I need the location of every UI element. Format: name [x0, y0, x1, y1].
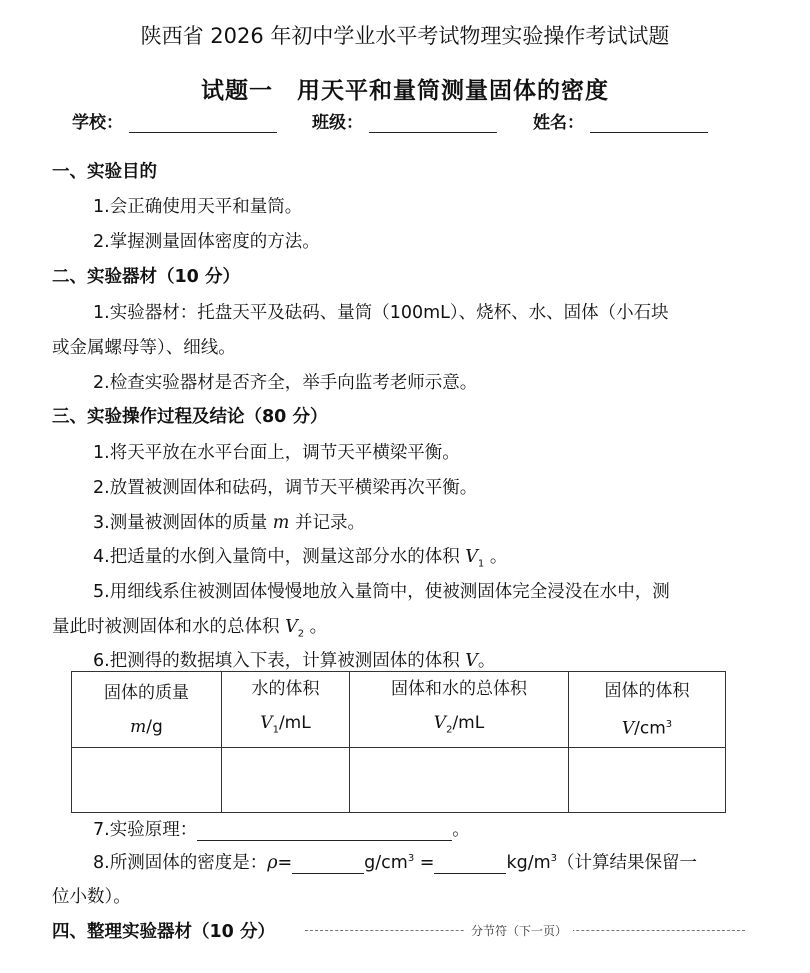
principle-blank[interactable] — [197, 824, 452, 841]
density-blank-gcm3[interactable] — [292, 857, 364, 874]
table-cell-water-volume[interactable] — [222, 748, 350, 813]
var-v: V — [465, 651, 478, 671]
var-v2: V — [285, 617, 298, 637]
section4-heading: 四、整理实验器材（10 分） — [52, 922, 275, 942]
school-label: 学校： — [72, 113, 123, 133]
section3-step4: 4.把适量的水倒入量筒中，测量这部分水的体积 $V_1$ 。 — [93, 547, 508, 570]
section3-step8-line2: 位小数）。 — [52, 887, 131, 907]
var-m: m — [272, 513, 290, 533]
section2-item2: 2.检查实验器材是否齐全，举手向监考老师示意。 — [93, 373, 478, 393]
exam-title: 陕西省 2026 年初中学业水平考试物理实验操作考试试题 — [140, 24, 670, 48]
school-blank[interactable] — [129, 114, 277, 133]
class-field[interactable] — [312, 108, 497, 133]
name-field[interactable] — [533, 108, 708, 133]
table-header-mass: 固体的质量 m/g — [72, 672, 222, 748]
section2-item1-line1: 1.实验器材：托盘天平及砝码、量筒（100mL）、烧杯、水、固体（小石块 — [93, 303, 669, 323]
section1-item1: 1.会正确使用天平和量筒。 — [93, 197, 303, 217]
table-header-total-volume: 固体和水的总体积 $V_2/mL$ — [350, 672, 569, 748]
section3-step7: 7.实验原理： 。 — [93, 820, 470, 840]
section3-step3: 3.测量被测固体的质量 m 并记录。 — [93, 513, 365, 533]
class-blank[interactable] — [369, 114, 497, 133]
section-break-label: 分节符（下一页） — [465, 922, 573, 939]
section3-step5-line1: 5.用细线系住被测固体慢慢地放入量筒中，使被测固体完全浸没在水中，测 — [93, 582, 670, 602]
section3-step8: 8.所测固体的密度是：$\rho= g/cm^3 = kg/m^3$（计算结果保留一 — [93, 853, 698, 873]
table-row — [72, 748, 726, 813]
section3-step2: 2.放置被测固体和砝码，调节天平横梁再次平衡。 — [93, 478, 478, 498]
section2-item1-line2: 或金属螺母等）、细线。 — [52, 338, 236, 358]
section3-heading: 三、实验操作过程及结论（80 分） — [52, 407, 328, 427]
table-header-solid-volume: 固体的体积 $V/cm^3$ — [569, 672, 726, 748]
section2-heading: 二、实验器材（10 分） — [52, 267, 240, 287]
table-header-row — [72, 672, 726, 748]
density-blank-kgm3[interactable] — [434, 857, 506, 874]
class-label: 班级： — [312, 113, 363, 133]
name-blank[interactable] — [590, 114, 708, 133]
school-field[interactable] — [72, 108, 277, 133]
var-rho: ρ — [267, 853, 278, 873]
data-table — [71, 671, 726, 813]
section3-step6: 6.把测得的数据填入下表，计算被测固体的体积 V。 — [93, 651, 496, 671]
table-cell-total-volume[interactable] — [350, 748, 569, 813]
table-header-water-volume: 水的体积 $V_1/mL$ — [222, 672, 350, 748]
section3-step1: 1.将天平放在水平台面上，调节天平横梁平衡。 — [93, 443, 460, 463]
section3-step5-line2: 量此时被测固体和水的总体积 $V_2$ 。 — [52, 617, 328, 640]
name-label: 姓名： — [533, 113, 584, 133]
section1-heading: 一、实验目的 — [52, 162, 157, 182]
table-cell-solid-volume[interactable] — [569, 748, 726, 813]
table-cell-mass[interactable] — [72, 748, 222, 813]
exam-subtitle: 试题一 用天平和量筒测量固体的密度 — [201, 78, 609, 104]
section1-item2: 2.掌握测量固体密度的方法。 — [93, 232, 320, 252]
var-v1: V — [465, 547, 478, 567]
